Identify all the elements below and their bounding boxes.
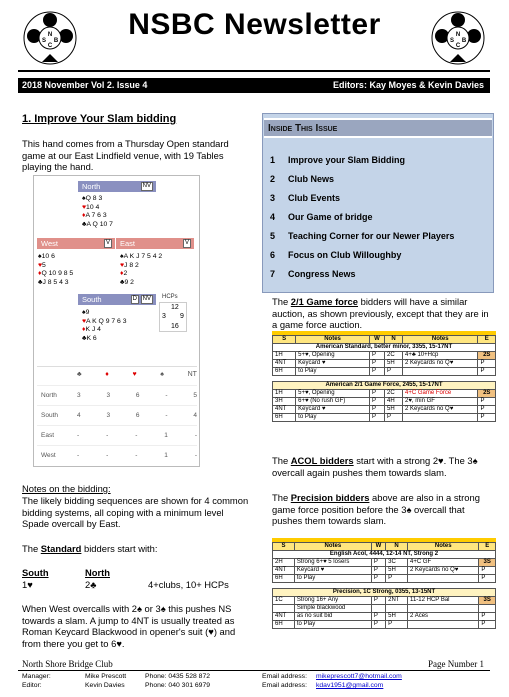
bid-cell: 3C <box>386 559 408 567</box>
toc-number: 6 <box>270 250 276 260</box>
col-header: Notes <box>408 543 479 551</box>
col-header: Notes <box>403 336 478 344</box>
svg-text:B: B <box>461 38 467 44</box>
hcp-box <box>159 302 187 332</box>
south-clubs: K 6 <box>86 334 97 342</box>
west-hand <box>38 253 73 287</box>
precision-paragraph <box>272 492 494 527</box>
toc-number: 2 <box>270 174 276 184</box>
note-cell: 5+♥, Opening <box>296 390 370 398</box>
tricks-cell: - <box>106 452 109 459</box>
table-row <box>273 597 496 605</box>
bid-cell: 5H <box>385 406 403 414</box>
bid-cell: P <box>369 360 384 368</box>
spade-icon: ♠ <box>38 253 42 260</box>
bid-cell: P <box>479 575 496 583</box>
east-clubs: 9 2 <box>124 278 134 286</box>
standard-line <box>22 543 157 555</box>
west-label: West <box>41 239 58 248</box>
p3-bold: Precision bidders <box>290 492 370 503</box>
toc-number: 7 <box>270 269 276 279</box>
system-title: Precision, 1C Strong, 0355, 13-15NT <box>273 589 496 597</box>
tricks-cell: 3 <box>77 392 81 399</box>
toc-item-1[interactable] <box>270 155 405 165</box>
north-vul: NV <box>142 183 151 189</box>
club-icon: ♣ <box>120 278 125 286</box>
bid-cell: 6H <box>273 575 295 583</box>
north-bid-meaning: 4+clubs, 10+ HCPs <box>148 579 229 590</box>
bid-cell: 6H <box>273 621 295 629</box>
south-label: South <box>82 295 102 304</box>
note-cell: as no suit bid <box>294 613 371 621</box>
note-cell: 2 Aces <box>408 613 479 621</box>
inside-issue-title: Inside This Issue <box>268 123 338 134</box>
bid-cell: 4NT <box>273 406 296 414</box>
note-cell: 2 Keycards no Q♥ <box>408 567 479 575</box>
tricks-seat: West <box>41 452 56 459</box>
diamond-icon: ♦ <box>120 270 124 278</box>
bid-cell: 1H <box>273 352 296 360</box>
south-seat-bar <box>78 294 156 305</box>
tricks-cell: 6 <box>135 392 140 399</box>
toc-number: 5 <box>270 231 276 241</box>
footer-page: Page Number 1 <box>428 659 484 669</box>
newsletter-title: NSBC Newsletter <box>128 8 381 41</box>
bid-cell: 1C <box>273 597 295 605</box>
note-cell: to Play <box>294 621 371 629</box>
notes-text: The likely bidding sequences are shown for 4 common bidding systems, all coping with a minimum level Spade overcall by East. <box>22 495 249 529</box>
tricks-cell: - <box>165 412 168 419</box>
north-diamonds: A 7 6 3 <box>85 212 107 220</box>
editor-email-label: Email address: <box>262 682 307 689</box>
bid-cell: 2NT <box>386 597 408 605</box>
game-force-paragraph <box>272 296 494 331</box>
diamond-icon: ♦ <box>82 212 86 220</box>
west-vul: V <box>105 240 110 246</box>
col-header: Notes <box>296 336 370 344</box>
inside-issue-header <box>264 118 492 138</box>
table-row <box>273 605 496 613</box>
tricks-cell: - <box>77 452 80 459</box>
bid-cell: P <box>479 621 496 629</box>
bid-cell: P <box>371 621 385 629</box>
bid-cell: 5H <box>385 360 403 368</box>
north-bid: 2♣ <box>85 579 97 590</box>
bid-cell: P <box>371 575 385 583</box>
note-cell: 2 Keycards no Q♥ <box>403 406 478 414</box>
manager-email-link[interactable]: mikeprescott7@hotmail.com <box>316 673 402 680</box>
south-bid: 1♥ <box>22 579 33 590</box>
editor-name: Kevin Davies <box>85 682 125 689</box>
col-header: W <box>371 543 385 551</box>
bid-cell: 2H <box>273 559 295 567</box>
col-header: N <box>385 336 403 344</box>
svg-text:B: B <box>53 38 59 44</box>
toc-item-2[interactable] <box>270 174 334 184</box>
p1-post: bidders will have a similar auction, as shown previously, except that they are in a game force auction. <box>272 296 489 330</box>
acol-paragraph <box>272 455 494 478</box>
east-spades: A K J 7 5 4 2 <box>123 253 163 260</box>
bid-cell: 4NT <box>273 567 295 575</box>
spade-icon: ♠ <box>82 195 86 202</box>
tricks-cell: 4 <box>193 412 197 419</box>
p2-bold: ACOL bidders <box>290 455 354 466</box>
toc-label: Improve your Slam Bidding <box>288 155 406 165</box>
note-cell: 4+C GF <box>408 559 479 567</box>
table-row <box>273 567 496 575</box>
bid-cell <box>371 605 385 613</box>
tricks-cell: - <box>165 392 168 399</box>
north-spades: Q 8 3 <box>85 195 103 202</box>
note-cell: to Play <box>296 368 370 376</box>
west-clubs: J 8 5 4 3 <box>42 278 69 286</box>
bid-cell: P <box>386 575 408 583</box>
bid-cell: P <box>385 414 403 422</box>
bid-cell: P <box>478 406 496 414</box>
col-header: W <box>369 336 384 344</box>
heart-icon: ♥ <box>82 317 87 325</box>
col-header: Notes <box>294 543 371 551</box>
note-cell: to Play <box>294 575 371 583</box>
note-cell: 6+♥ (No rush GF) <box>296 398 370 406</box>
tricks-cell: - <box>135 452 138 459</box>
west-diamonds: Q 10 9 8 5 <box>41 270 74 278</box>
toc-number: 3 <box>270 193 276 203</box>
bid-cell: P <box>369 368 384 376</box>
note-cell: Strong 16+ Any <box>294 597 371 605</box>
north-label: North <box>82 182 101 191</box>
bid-cell: 3H <box>273 398 296 406</box>
club-icon: ♣ <box>82 220 87 228</box>
tricks-cell: 1 <box>164 452 168 459</box>
toc-label: Our Game of bridge <box>288 212 373 222</box>
footer-club: North Shore Bridge Club <box>22 659 113 669</box>
tricks-cell: - <box>135 432 138 439</box>
south-hand <box>82 309 126 343</box>
tricks-seat: South <box>41 412 58 419</box>
note-cell: Keycard ♥ <box>294 567 371 575</box>
bid-cell: P <box>369 406 384 414</box>
overcall-text: When West overcalls with 2♠ or 3♠ this pushes NS towards a slam. A jump to 4NT is usually treated as Roman Keycard Blackwood in opener's suit (♥) and from there you get to 6♥. <box>22 603 236 649</box>
toc-label: Congress News <box>288 269 356 279</box>
manager-name: Mike Prescott <box>85 673 127 680</box>
dealer-marker: D <box>132 296 137 302</box>
p3-post: above are also in a strong game force position before the 3♠ overcall that pushes them towards slam. <box>272 492 480 526</box>
article-intro: This hand comes from a Thursday Open standard game at our East Lindfield venue, with 19 Tables playing the hand. <box>22 138 229 172</box>
bid-cell: 4H <box>385 398 403 406</box>
svg-text:S: S <box>41 38 47 44</box>
east-label: East <box>120 239 136 248</box>
toc-item-5[interactable] <box>270 231 454 241</box>
overcall-cell: 2S <box>478 390 496 398</box>
hcp-east: 9 <box>180 313 184 320</box>
bid-cell: 5H <box>386 613 408 621</box>
note-cell: 11-12 HCP Bal <box>408 597 479 605</box>
bid-cell <box>386 605 408 613</box>
toc-label: Club News <box>288 174 335 184</box>
notes-heading: Notes on the bidding: <box>22 483 111 494</box>
tricks-header-spades: ♠ <box>160 371 164 378</box>
tricks-cell: 6 <box>135 412 140 419</box>
svg-text:C: C <box>47 43 53 49</box>
toc-item-3[interactable] <box>270 193 340 203</box>
table-row <box>273 368 496 376</box>
tricks-seat: East <box>41 432 55 439</box>
tricks-seat: North <box>41 392 57 399</box>
toc-label: Focus on Club Willoughby <box>288 250 402 260</box>
table-row <box>37 445 197 465</box>
table-row <box>273 360 496 368</box>
table-row <box>273 390 496 398</box>
bid-cell: 2C <box>385 352 403 360</box>
heart-icon: ♥ <box>120 261 125 269</box>
standard-pre: The <box>22 543 41 554</box>
bid-cell: 4NT <box>273 360 296 368</box>
tricks-cell: 4 <box>77 412 81 419</box>
west-seat-bar <box>37 238 115 249</box>
note-cell: 2 Keycards no Q♥ <box>403 360 478 368</box>
tricks-header-diamonds: ♦ <box>105 371 109 378</box>
col-header: N <box>386 543 408 551</box>
east-diamonds: 2 <box>123 270 128 278</box>
overcall-cell: 3S <box>479 597 496 605</box>
hcp-south: 16 <box>171 323 179 330</box>
note-cell: 4+C Game Force <box>403 390 478 398</box>
north-hand <box>82 195 113 229</box>
table-row <box>273 398 496 406</box>
svg-text:C: C <box>455 43 461 49</box>
bid-cell: 6H <box>273 414 296 422</box>
tricks-table <box>37 366 197 464</box>
note-cell: 4+♣ 10+Hcp <box>403 352 478 360</box>
bid-cell: P <box>386 621 408 629</box>
system-title: American 2/1 Game Force, 2455, 15-17NT <box>273 382 496 390</box>
north-col-label: North <box>85 567 110 578</box>
east-vul: V <box>184 240 189 246</box>
note-cell: Strong 6+♥ 5 losers <box>294 559 371 567</box>
standard-post: bidders start with: <box>81 543 158 554</box>
table-row <box>273 575 496 583</box>
note-cell: Simple blackwood <box>294 605 371 613</box>
table-row <box>37 425 197 445</box>
bid-cell <box>479 605 496 613</box>
bid-cell: 1H <box>273 390 296 398</box>
south-col-label: South <box>22 567 49 578</box>
diamond-icon: ♦ <box>82 326 86 334</box>
north-clubs: A Q 10 7 <box>86 220 113 228</box>
south-diamonds: K J 4 <box>85 326 101 334</box>
bid-cell: P <box>369 352 384 360</box>
note-cell <box>408 605 479 613</box>
bid-cell: P <box>478 360 496 368</box>
tricks-cell: 1 <box>164 432 168 439</box>
col-header: E <box>478 336 496 344</box>
bid-cell <box>273 605 295 613</box>
footer-rule <box>18 670 490 671</box>
tricks-cell: - <box>194 452 197 459</box>
bid-cell: 5H <box>386 567 408 575</box>
east-hand <box>120 253 162 287</box>
issue-label: 2018 November Vol 2. Issue 4 <box>22 80 148 90</box>
p3-pre: The <box>272 492 291 503</box>
p1-bold: 2/1 Game force <box>290 296 358 307</box>
bid-cell: 4NT <box>273 613 295 621</box>
table-row <box>273 621 496 629</box>
system-title: English Acol, 4444, 12-14 NT, Strong 2 <box>273 551 496 559</box>
table-row <box>273 414 496 422</box>
overcall-cell: 2S <box>478 352 496 360</box>
tricks-header <box>77 371 197 378</box>
hcp-label: HCPs <box>162 294 178 300</box>
heart-icon: ♥ <box>38 261 43 269</box>
tricks-header-hearts: ♥ <box>132 371 137 378</box>
table-row <box>273 406 496 414</box>
toc-label: Teaching Corner for our Newer Players <box>288 231 455 241</box>
north-hearts: 10 4 <box>86 203 100 211</box>
deal-diagram <box>33 175 200 467</box>
p2-post: start with a strong 2♥. The 3♠ overcall again pushes them towards slam. <box>272 455 478 478</box>
bidding-table-1 <box>272 335 496 422</box>
bid-cell: P <box>371 597 385 605</box>
tricks-cell: - <box>106 432 109 439</box>
bid-cell: P <box>371 613 385 621</box>
south-vul: NV <box>142 296 151 302</box>
editor-label: Editor: <box>22 682 42 689</box>
note-cell <box>408 621 479 629</box>
bid-cell: P <box>371 567 385 575</box>
col-header: S <box>273 336 296 344</box>
tricks-cell: 5 <box>193 392 197 399</box>
table-row <box>273 559 496 567</box>
col-header: E <box>479 543 496 551</box>
toc-item-7[interactable] <box>270 269 356 279</box>
bid-cell: P <box>369 414 384 422</box>
spade-icon: ♠ <box>82 309 86 316</box>
bidding-table-2 <box>272 542 496 629</box>
bid-cell: P <box>371 559 385 567</box>
east-seat-bar <box>116 238 194 249</box>
hcp-north: 12 <box>171 304 179 311</box>
col-header: S <box>273 543 295 551</box>
south-hearts: A K Q 9 7 6 3 <box>86 317 127 325</box>
toc-number: 1 <box>270 155 276 165</box>
note-cell: to Play <box>296 414 370 422</box>
bid-cell: P <box>369 390 384 398</box>
tricks-cell: 3 <box>106 412 111 419</box>
bid-cell: P <box>478 368 496 376</box>
bid-cell: P <box>479 613 496 621</box>
diamond-icon: ♦ <box>38 270 42 278</box>
overcall-cell: 3S <box>479 559 496 567</box>
bid-cell: 2C <box>385 390 403 398</box>
article-heading: 1. Improve Your Slam bidding <box>22 113 177 125</box>
bid-cell: P <box>369 398 384 406</box>
standard-word: Standard <box>40 543 82 554</box>
tricks-header-nt: NT <box>187 371 197 378</box>
note-cell <box>408 575 479 583</box>
note-cell: 5+♥, Opening <box>296 352 370 360</box>
table-row <box>37 405 197 425</box>
club-icon: ♣ <box>82 334 87 342</box>
table-row <box>273 613 496 621</box>
bid-cell: 6H <box>273 368 296 376</box>
editor-email-link[interactable]: kdav1951@gmail.com <box>316 682 384 689</box>
note-cell: 2♥, min GF <box>403 398 478 406</box>
p2-pre: The <box>272 455 291 466</box>
bid-cell: P <box>479 567 496 575</box>
bid-cell: P <box>385 368 403 376</box>
header-rule <box>18 70 490 72</box>
tricks-cell: - <box>194 432 197 439</box>
west-spades: 10 6 <box>41 253 55 260</box>
heart-icon: ♥ <box>82 203 87 211</box>
inside-issue-box <box>262 113 494 293</box>
editors-label: Editors: Kay Moyes & Kevin Davies <box>332 80 484 90</box>
note-cell: Keycard ♥ <box>296 360 370 368</box>
svg-text:N: N <box>455 32 461 38</box>
toc-label: Club Events <box>288 193 341 203</box>
manager-phone: Phone: 0435 528 872 <box>145 673 211 680</box>
note-cell <box>403 368 478 376</box>
note-cell: Keycard ♥ <box>296 406 370 414</box>
manager-email-label: Email address: <box>262 673 307 680</box>
editor-phone: Phone: 040 301 6979 <box>145 682 211 689</box>
table-row <box>37 385 197 405</box>
svg-text:S: S <box>449 38 455 44</box>
p1-pre: The <box>272 296 291 307</box>
bid-cell: P <box>478 398 496 406</box>
tricks-cell: - <box>77 432 80 439</box>
bid-cell: P <box>478 414 496 422</box>
spade-icon: ♠ <box>120 253 124 260</box>
issue-bar <box>18 78 490 93</box>
hcp-west: 3 <box>162 313 166 320</box>
tricks-header-clubs: ♣ <box>77 371 82 378</box>
system-title: American Standard, better minor, 3355, 15-17NT <box>273 344 496 352</box>
club-icon: ♣ <box>38 278 43 286</box>
svg-text:N: N <box>47 32 53 38</box>
note-cell <box>403 414 478 422</box>
table-row <box>273 352 496 360</box>
west-hearts: 5 <box>42 261 46 269</box>
toc-number: 4 <box>270 212 276 222</box>
manager-label: Manager: <box>22 673 51 680</box>
toc-item-6[interactable] <box>270 250 401 260</box>
east-hearts: J 8 2 <box>124 261 139 269</box>
toc-item-4[interactable] <box>270 212 373 222</box>
south-spades: 9 <box>85 309 90 316</box>
north-seat-bar <box>78 181 156 192</box>
tricks-cell: 3 <box>106 392 111 399</box>
